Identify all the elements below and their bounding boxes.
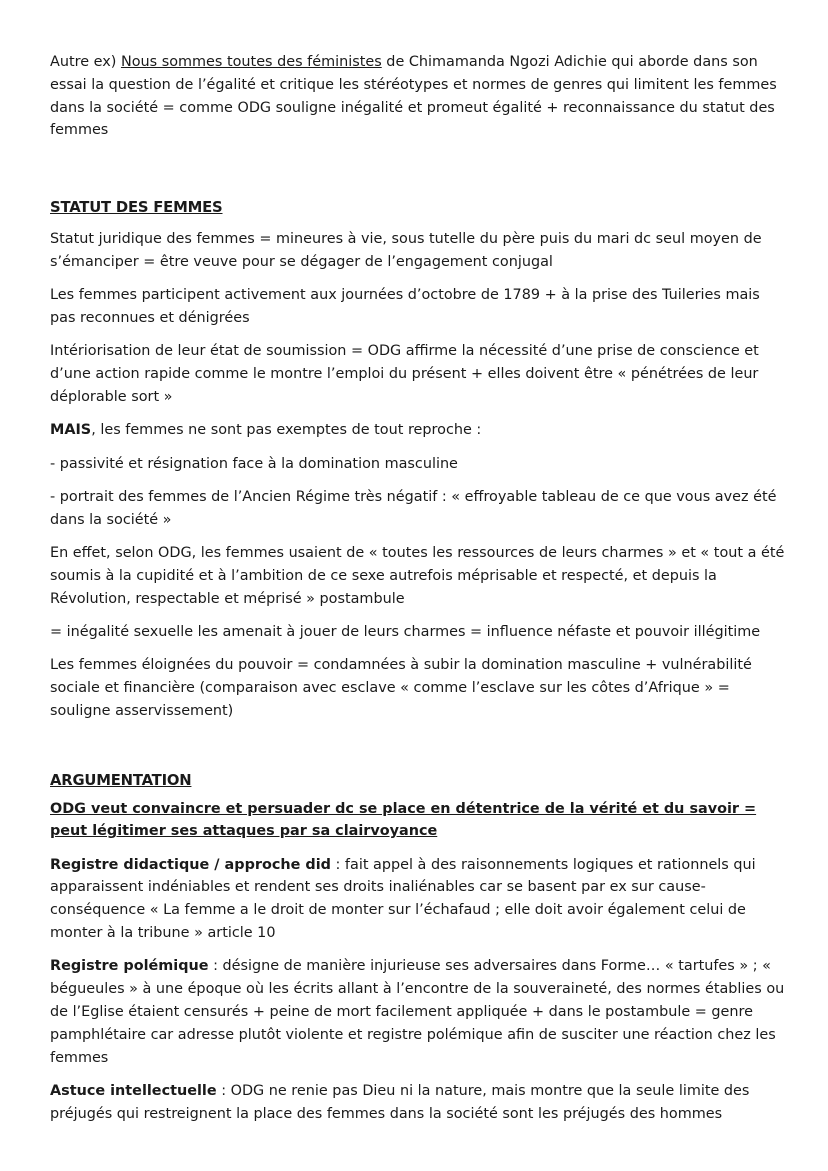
argumentation-paragraph-2-rest: : désigne de manière injurieuse ses adversaires dans Forme… « tartufes » ; « bégueules » à une époque où les écrits allant à l’encontre de la souveraineté, des normes établies ou de l’Eglise étaient censurés + peine de mort facilement appliquée + dans le postambule = genre pamphlétaire car adresse plutôt violente et registre polémique afin de susciter une réaction chez les femmes bbox=[50, 958, 785, 1066]
book-title: Nous sommes toutes des féministes bbox=[120, 54, 382, 70]
statut-paragraph-4-rest: , les femmes ne sont pas exemptes de tout reproche : bbox=[91, 422, 482, 439]
statut-paragraph-6: - portrait des femmes de l’Ancien Régime très négatif : « effroyable tableau de ce que vous avez été dans la société » bbox=[50, 488, 777, 528]
argumentation-paragraph-1-rest: : fait appel à des raisonnements logiques et rationnels qui apparaissent indéniables et rendent ses droits inaliénables car se basent par ex sur cause-conséquence « La femme a le droit de monter sur l’échafaud ; elle doit avoir également celui de monter à la tribune » article 10 bbox=[50, 856, 756, 942]
statut-paragraph-8: = inégalité sexuelle les amenait à jouer de leurs charmes = influence néfaste et pouvoir illégitime bbox=[50, 623, 761, 640]
statut-paragraph-4 bbox=[50, 419, 785, 442]
argumentation-subheading: ODG veut convaincre et persuader dc se place en détentrice de la vérité et du savoir = peut légitimer ses attaques par sa clairvoyance bbox=[50, 800, 757, 840]
intro-paragraph bbox=[50, 51, 785, 142]
argumentation-paragraph-2 bbox=[50, 955, 785, 1069]
section-heading-argumentation: ARGUMENTATION bbox=[50, 771, 192, 789]
statut-paragraph-1: Statut juridique des femmes = mineures à vie, sous tutelle du père puis du mari dc seul moyen de s’émanciper = être veuve pour se dégager de l’engagement conjugal bbox=[50, 231, 762, 270]
statut-paragraph-3: Intériorisation de leur état de soumission = ODG affirme la nécessité d’une prise de conscience et d’une action rapide comme le montre l’emploi du présent + elles doivent être « pénétrées de leur déplorable sort » bbox=[50, 343, 759, 405]
statut-paragraph-5: - passivité et résignation face à la domination masculine bbox=[50, 455, 458, 472]
statut-paragraph-9: Les femmes éloignées du pouvoir = condamnées à subir la domination masculine + vulnérabilité sociale et financière (comparaison avec esclave « comme l’esclave sur les côtes d’Afrique » = souligne asservissement) bbox=[50, 657, 752, 719]
intro-rest: de Chimamanda Ngozi Adichie qui aborde dans son essai la question de l’égalité et critique les stéréotypes et normes de genres qui limitent les femmes dans la société = comme ODG souligne inégalité et promeut égalité + reconnaissance du statut des femmes bbox=[50, 54, 777, 139]
mais-bold: MAIS bbox=[50, 422, 92, 439]
registre-polemique-label: Registre polémique bbox=[50, 958, 209, 975]
section-heading-statut: STATUT DES FEMMES bbox=[50, 199, 223, 217]
document-page bbox=[50, 51, 785, 1125]
argumentation-paragraph-3-rest: : ODG ne renie pas Dieu ni la nature, mais montre que la seule limite des préjugés qui restreignent la place des femmes dans la société sont les préjugés des hommes bbox=[50, 1082, 750, 1122]
astuce-intellectuelle-label: Astuce intellectuelle bbox=[50, 1082, 217, 1099]
argumentation-paragraph-3 bbox=[50, 1080, 785, 1126]
registre-didactique-label: Registre didactique / approche did bbox=[50, 856, 331, 873]
statut-paragraph-2: Les femmes participent activement aux journées d’octobre de 1789 + à la prise des Tuileries mais pas reconnues et dénigrées bbox=[50, 287, 760, 327]
intro-lead: Autre ex) bbox=[50, 54, 121, 70]
argumentation-paragraph-1 bbox=[50, 854, 785, 945]
statut-paragraph-7: En effet, selon ODG, les femmes usaient de « toutes les ressources de leurs charmes » et « tout a été soumis à la cupidité et à l’ambition de ce sexe autrefois méprisable et respecté, et depuis la Révolution, respectable et méprisé » postambule bbox=[50, 544, 785, 607]
